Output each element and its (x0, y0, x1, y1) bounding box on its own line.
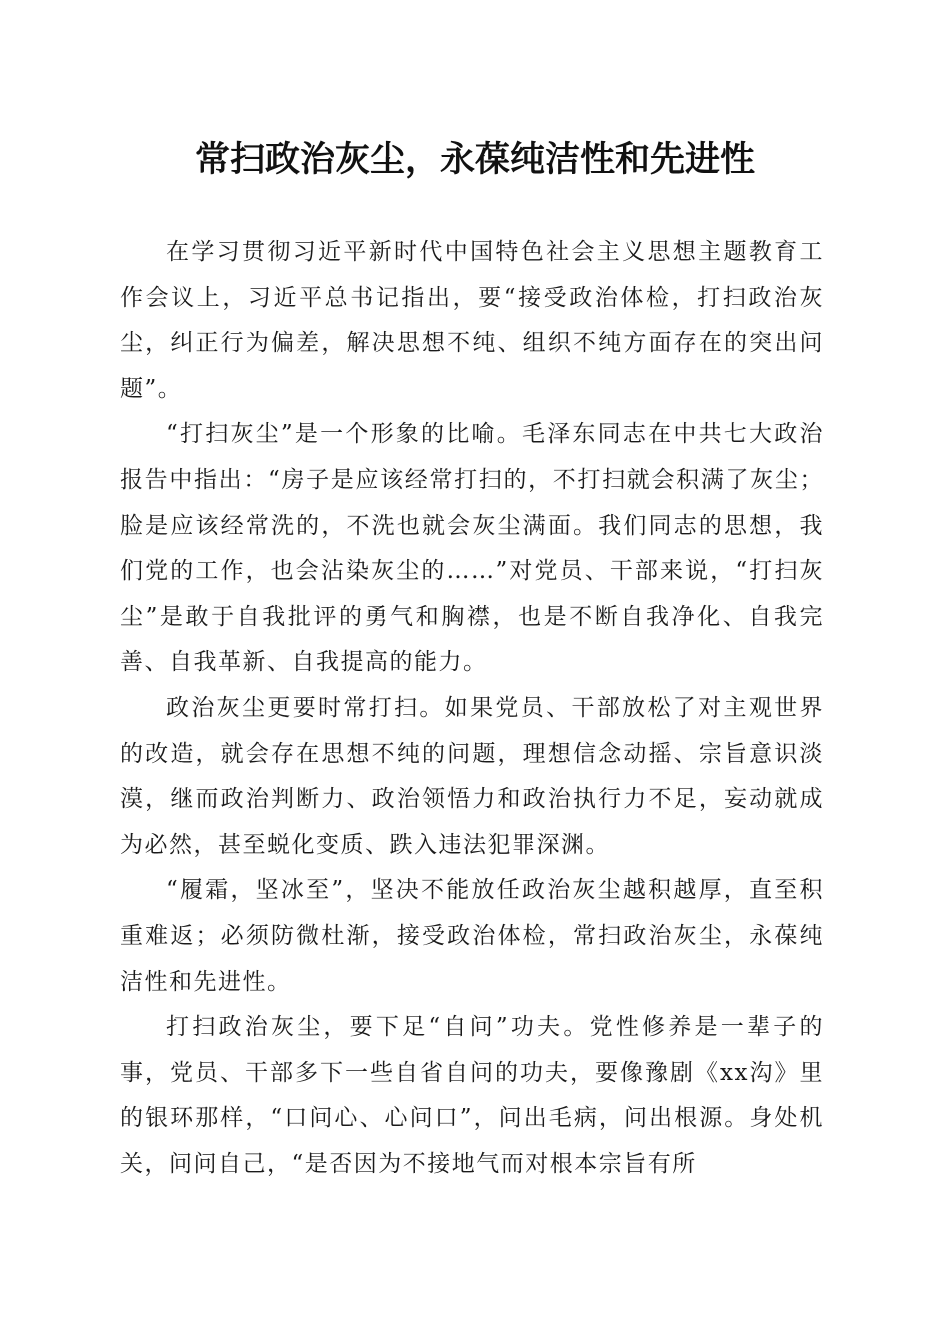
paragraph-5: 打扫政治灰尘，要下足“自问”功夫。党性修养是一辈子的事，党员、干部多下一些自省自问的功夫，要像豫剧《xx沟》里的银环那样，“口问心、心问口”，问出毛病，问出根源。身处机关，问问自己，“是否因为不接地气而对根本宗旨有所 (120, 1014, 824, 1177)
paragraph-1: 在学习贯彻习近平新时代中国特色社会主义思想主题教育工作会议上，习近平总书记指出，要“接受政治体检，打扫政治灰尘，纠正行为偏差，解决思想不纯、组织不纯方面存在的突出问题”。 (120, 239, 824, 402)
paragraph-2: “打扫灰尘”是一个形象的比喻。毛泽东同志在中共七大政治报告中指出：“房子是应该经常打扫的，不打扫就会积满了灰尘；脸是应该经常洗的，不洗也就会灰尘满面。我们同志的思想，我们党的工作，也会沾染灰尘的……”对党员、干部来说，“打扫灰尘”是敢于自我批评的勇气和胸襟，也是不断自我净化、自我完善、自我革新、自我提高的能力。 (120, 421, 824, 676)
document-body (120, 230, 824, 1187)
paragraph-3: 政治灰尘更要时常打扫。如果党员、干部放松了对主观世界的改造，就会存在思想不纯的问题，理想信念动摇、宗旨意识淡漠，继而政治判断力、政治领悟力和政治执行力不足，妄动就成为必然，甚至蜕化变质、跌入违法犯罪深渊。 (120, 694, 824, 858)
paragraph-4: “履霜，坚冰至”，坚决不能放任政治灰尘越积越厚，直至积重难返；必须防微杜渐，接受政治体检，常扫政治灰尘，永葆纯洁性和先进性。 (120, 877, 824, 995)
document-title: 常扫政治灰尘，永葆纯洁性和先进性 (194, 139, 755, 180)
